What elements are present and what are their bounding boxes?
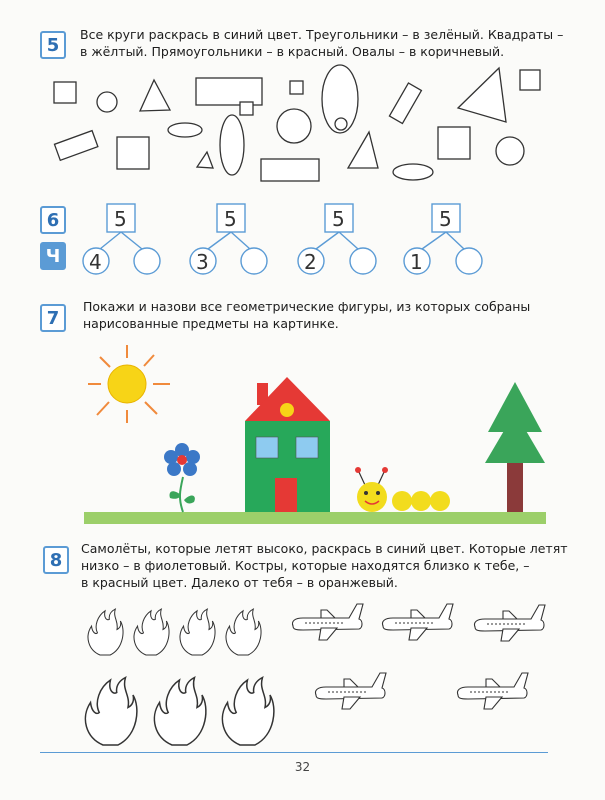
task-6-number: 6 <box>40 206 66 234</box>
rectangle-2 <box>389 83 421 123</box>
house-window-left <box>256 437 278 458</box>
rectangle-1 <box>196 78 262 105</box>
task-6-sub-label: Ч <box>40 242 66 270</box>
oval-2 <box>168 123 202 137</box>
square-2 <box>290 81 303 94</box>
square-5 <box>240 102 253 115</box>
campfire-5 <box>85 678 136 746</box>
square-3 <box>520 70 540 90</box>
square-6 <box>438 127 470 159</box>
house-door <box>275 478 297 512</box>
left-number-1: 4 <box>89 250 102 274</box>
oval-3 <box>220 115 244 175</box>
square-4 <box>117 137 149 169</box>
airplane-1 <box>292 604 363 640</box>
campfire-7 <box>222 678 273 746</box>
task-8-text-line1: Самолёты, которые летят высоко, раскрась в синий цвет. Которые летят <box>81 541 568 556</box>
page-number: 32 <box>294 760 311 774</box>
sun-circle <box>108 365 146 403</box>
top-number-2: 5 <box>224 207 237 231</box>
circle-4 <box>496 137 524 165</box>
right-circle-2 <box>241 248 267 274</box>
tree <box>485 382 545 512</box>
task-5-text-line1: Все круги раскрась в синий цвет. Треугольники – в зелёный. Квадраты – <box>80 27 564 42</box>
task-7-text-line2: нарисованные предметы на картинке. <box>83 316 339 331</box>
square-1 <box>54 82 76 103</box>
house-window-right <box>296 437 318 458</box>
triangle-1 <box>140 80 170 111</box>
tree-top-triangle <box>488 382 542 432</box>
triangle-4 <box>348 132 378 168</box>
right-circle-1 <box>134 248 160 274</box>
task-7-text-line1: Покажи и назови все геометрические фигуры, из которых собраны <box>83 299 531 314</box>
airplane-2 <box>382 604 453 640</box>
caterpillar <box>355 467 450 512</box>
airplane-5 <box>457 673 528 709</box>
fires-and-planes <box>0 595 605 765</box>
campfire-2 <box>134 609 169 655</box>
number-composition-row <box>0 198 605 288</box>
left-number-2: 3 <box>196 250 209 274</box>
left-number-3: 2 <box>304 250 317 274</box>
task-8-text-line2: низко – в фиолетовый. Костры, которые находятся близко к тебе, – <box>81 558 530 573</box>
rectangle-4 <box>261 159 319 181</box>
oval-4 <box>393 164 433 180</box>
flower <box>164 443 200 512</box>
task-7-number: 7 <box>40 304 66 332</box>
task-8-text-line3: в красный цвет. Далеко от тебя – в оранжевый. <box>81 575 398 590</box>
top-number-3: 5 <box>332 207 345 231</box>
campfire-1 <box>88 609 123 655</box>
task-5-text-line2: в жёлтый. Прямоугольники – в красный. Овалы – в коричневый. <box>80 44 505 59</box>
airplane-3 <box>474 605 545 641</box>
campfire-6 <box>154 678 205 746</box>
circle-3 <box>335 118 347 130</box>
left-number-4: 1 <box>410 250 423 274</box>
circle-2 <box>277 109 311 143</box>
tree-trunk <box>507 461 523 512</box>
campfire-3 <box>180 609 215 655</box>
campfire-4 <box>226 609 261 655</box>
right-circle-4 <box>456 248 482 274</box>
geometric-picture <box>0 340 605 540</box>
roof-window <box>280 403 294 417</box>
top-number-4: 5 <box>439 207 452 231</box>
top-number-1: 5 <box>114 207 127 231</box>
footer-divider <box>40 752 548 753</box>
ground-strip <box>84 512 546 524</box>
task-5-shapes <box>0 0 605 200</box>
right-circle-3 <box>350 248 376 274</box>
triangle-2 <box>458 68 506 122</box>
triangle-3 <box>197 152 213 168</box>
circle-1 <box>97 92 117 112</box>
airplane-4 <box>315 673 386 709</box>
rectangle-3 <box>54 131 97 161</box>
task-8-number: 8 <box>43 546 69 574</box>
task-5-number: 5 <box>40 31 66 59</box>
